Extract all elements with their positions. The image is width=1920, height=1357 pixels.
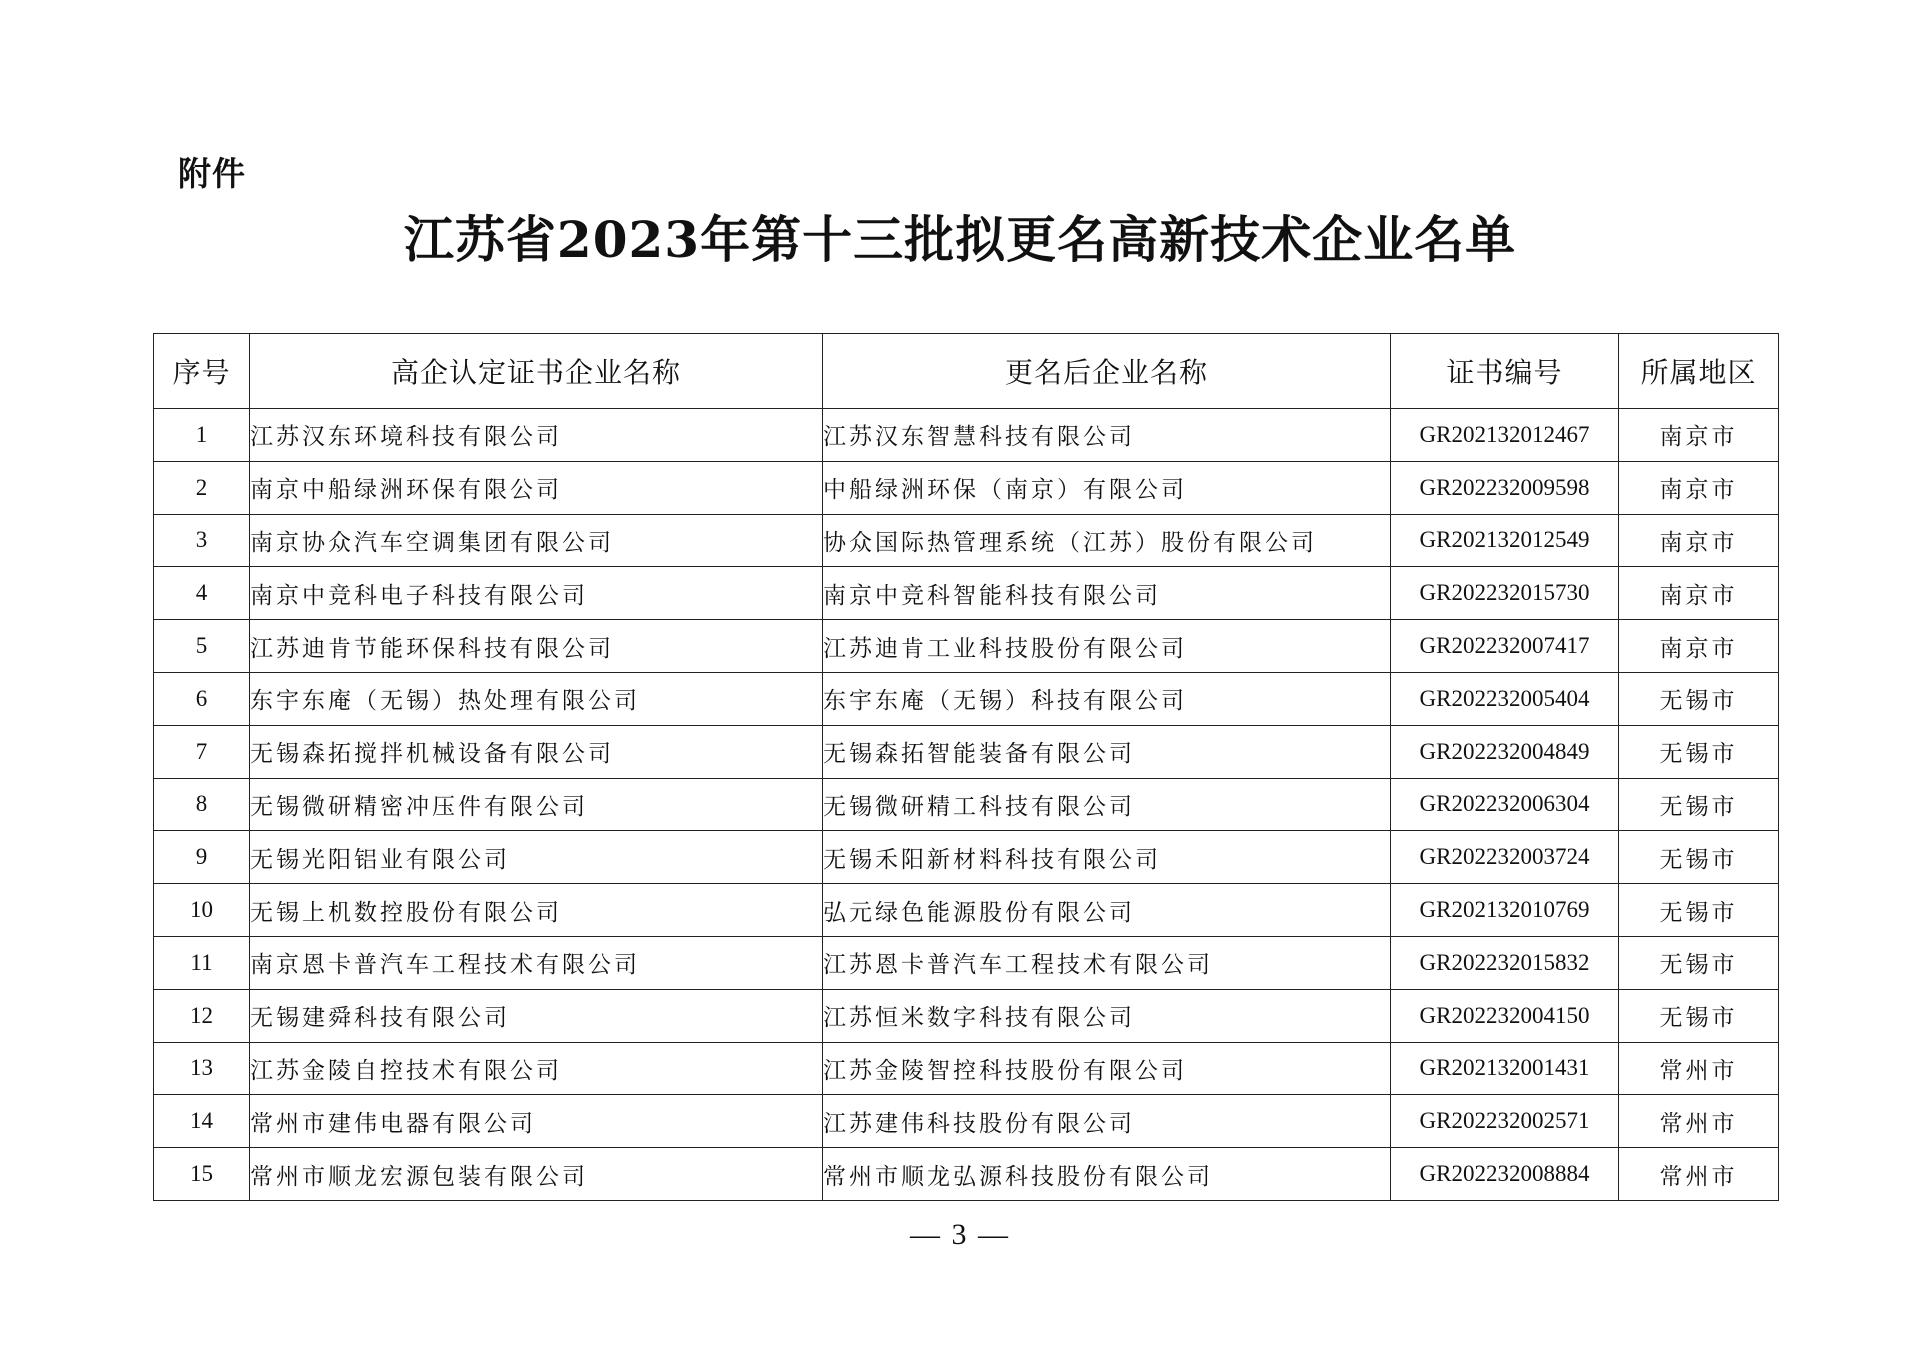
table-row — [154, 831, 1779, 884]
certificate-number: GR202132010769 — [1391, 884, 1619, 937]
new-company-name: 协众国际热管理系统（江苏）股份有限公司 — [823, 514, 1391, 567]
table-row — [154, 778, 1779, 831]
old-company-name: 江苏汉东环境科技有限公司 — [250, 409, 823, 462]
row-number: 11 — [154, 936, 250, 989]
table-row — [154, 672, 1779, 725]
old-company-name: 东宇东庵（无锡）热处理有限公司 — [250, 672, 823, 725]
certificate-number: GR202232008884 — [1391, 1148, 1619, 1201]
table-row — [154, 1042, 1779, 1095]
row-number: 12 — [154, 989, 250, 1042]
region: 无锡市 — [1619, 831, 1779, 884]
row-number: 13 — [154, 1042, 250, 1095]
certificate-number: GR202232003724 — [1391, 831, 1619, 884]
page-title: 江苏省2023年第十三批拟更名高新技术企业名单 — [403, 210, 1517, 269]
region: 常州市 — [1619, 1042, 1779, 1095]
old-company-name: 无锡微研精密冲压件有限公司 — [250, 778, 823, 831]
header-old-name: 高企认定证书企业名称 — [250, 334, 823, 409]
region: 无锡市 — [1619, 725, 1779, 778]
table-row — [154, 725, 1779, 778]
new-company-name: 常州市顺龙弘源科技股份有限公司 — [823, 1148, 1391, 1201]
header-new-name: 更名后企业名称 — [823, 334, 1391, 409]
header-region: 所属地区 — [1619, 334, 1779, 409]
region: 无锡市 — [1619, 989, 1779, 1042]
header-cert-no: 证书编号 — [1391, 334, 1619, 409]
region: 南京市 — [1619, 620, 1779, 673]
attachment-label: 附件 — [178, 154, 246, 193]
certificate-number: GR202132001431 — [1391, 1042, 1619, 1095]
old-company-name: 南京中竞科电子科技有限公司 — [250, 567, 823, 620]
old-company-name: 南京恩卡普汽车工程技术有限公司 — [250, 936, 823, 989]
new-company-name: 江苏金陵智控科技股份有限公司 — [823, 1042, 1391, 1095]
certificate-number: GR202232004150 — [1391, 989, 1619, 1042]
certificate-number: GR202232015832 — [1391, 936, 1619, 989]
old-company-name: 江苏金陵自控技术有限公司 — [250, 1042, 823, 1095]
certificate-number: GR202132012467 — [1391, 409, 1619, 462]
table-row — [154, 461, 1779, 514]
region: 无锡市 — [1619, 884, 1779, 937]
new-company-name: 江苏汉东智慧科技有限公司 — [823, 409, 1391, 462]
old-company-name: 南京协众汽车空调集团有限公司 — [250, 514, 823, 567]
new-company-name: 江苏恒米数字科技有限公司 — [823, 989, 1391, 1042]
new-company-name: 无锡森拓智能装备有限公司 — [823, 725, 1391, 778]
old-company-name: 常州市建伟电器有限公司 — [250, 1095, 823, 1148]
certificate-number: GR202232015730 — [1391, 567, 1619, 620]
row-number: 9 — [154, 831, 250, 884]
certificate-number: GR202232007417 — [1391, 620, 1619, 673]
table-row — [154, 409, 1779, 462]
new-company-name: 弘元绿色能源股份有限公司 — [823, 884, 1391, 937]
new-company-name: 中船绿洲环保（南京）有限公司 — [823, 461, 1391, 514]
old-company-name: 南京中船绿洲环保有限公司 — [250, 461, 823, 514]
region: 无锡市 — [1619, 778, 1779, 831]
row-number: 8 — [154, 778, 250, 831]
row-number: 15 — [154, 1148, 250, 1201]
table-row — [154, 567, 1779, 620]
certificate-number: GR202232006304 — [1391, 778, 1619, 831]
header-no: 序号 — [154, 334, 250, 409]
certificate-number: GR202232002571 — [1391, 1095, 1619, 1148]
table-body — [154, 409, 1779, 1201]
new-company-name: 南京中竞科智能科技有限公司 — [823, 567, 1391, 620]
table-row — [154, 936, 1779, 989]
new-company-name: 东宇东庵（无锡）科技有限公司 — [823, 672, 1391, 725]
region: 南京市 — [1619, 567, 1779, 620]
row-number: 3 — [154, 514, 250, 567]
row-number: 4 — [154, 567, 250, 620]
new-company-name: 江苏恩卡普汽车工程技术有限公司 — [823, 936, 1391, 989]
old-company-name: 无锡上机数控股份有限公司 — [250, 884, 823, 937]
old-company-name: 无锡建舜科技有限公司 — [250, 989, 823, 1042]
old-company-name: 江苏迪肯节能环保科技有限公司 — [250, 620, 823, 673]
region: 常州市 — [1619, 1095, 1779, 1148]
region: 南京市 — [1619, 461, 1779, 514]
row-number: 14 — [154, 1095, 250, 1148]
new-company-name: 无锡禾阳新材料科技有限公司 — [823, 831, 1391, 884]
table-header-row — [154, 334, 1779, 409]
region: 无锡市 — [1619, 672, 1779, 725]
old-company-name: 无锡森拓搅拌机械设备有限公司 — [250, 725, 823, 778]
table-row — [154, 1148, 1779, 1201]
region: 南京市 — [1619, 514, 1779, 567]
row-number: 1 — [154, 409, 250, 462]
page-number: — 3 — — [910, 1218, 1010, 1251]
certificate-number: GR202232009598 — [1391, 461, 1619, 514]
certificate-number: GR202232004849 — [1391, 725, 1619, 778]
region: 常州市 — [1619, 1148, 1779, 1201]
certificate-number: GR202232005404 — [1391, 672, 1619, 725]
table-row — [154, 884, 1779, 937]
row-number: 2 — [154, 461, 250, 514]
row-number: 6 — [154, 672, 250, 725]
old-company-name: 无锡光阳铝业有限公司 — [250, 831, 823, 884]
table-row — [154, 620, 1779, 673]
region: 南京市 — [1619, 409, 1779, 462]
old-company-name: 常州市顺龙宏源包装有限公司 — [250, 1148, 823, 1201]
table-row — [154, 989, 1779, 1042]
new-company-name: 无锡微研精工科技有限公司 — [823, 778, 1391, 831]
company-rename-table — [153, 333, 1779, 1201]
certificate-number: GR202132012549 — [1391, 514, 1619, 567]
table-row — [154, 514, 1779, 567]
table-row — [154, 1095, 1779, 1148]
row-number: 10 — [154, 884, 250, 937]
new-company-name: 江苏建伟科技股份有限公司 — [823, 1095, 1391, 1148]
new-company-name: 江苏迪肯工业科技股份有限公司 — [823, 620, 1391, 673]
region: 无锡市 — [1619, 936, 1779, 989]
row-number: 5 — [154, 620, 250, 673]
row-number: 7 — [154, 725, 250, 778]
